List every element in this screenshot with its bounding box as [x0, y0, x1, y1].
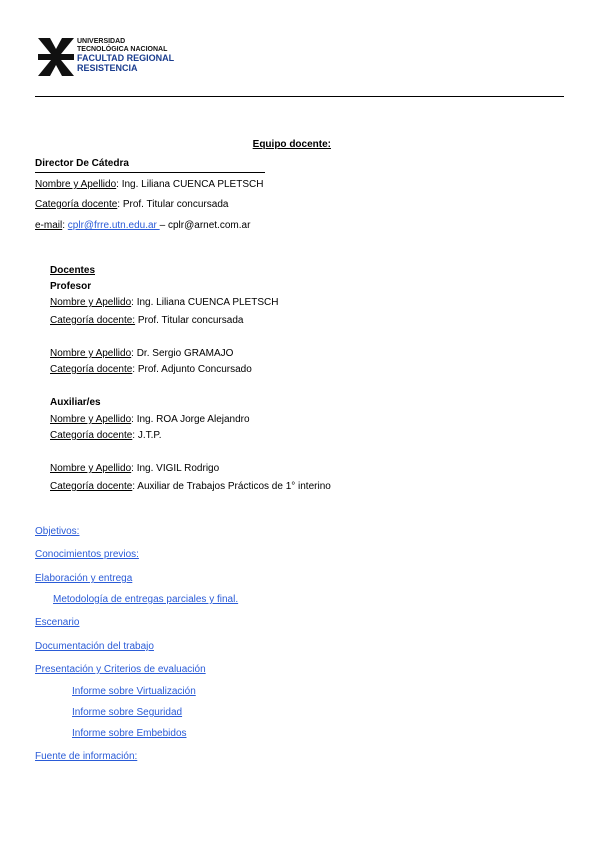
- cat-label: Categoría docente: [50, 364, 133, 375]
- director-underline: [35, 172, 265, 173]
- profesor-2-category: [50, 364, 252, 375]
- toc-link-fuente[interactable]: Fuente de información:: [35, 751, 138, 762]
- profesor-1-name: [50, 297, 278, 308]
- director-heading: Director De Cátedra: [35, 158, 129, 169]
- name-label: Nombre y Apellido: [50, 348, 132, 359]
- director-category: [35, 199, 228, 210]
- auxiliares-heading: Auxiliar/es: [50, 397, 101, 408]
- name-label: Nombre y Apellido: [50, 414, 132, 425]
- cat-label: Categoría docente:: [50, 315, 136, 326]
- auxiliar-1-name: [50, 414, 250, 425]
- page-title: Equipo docente:: [252, 139, 331, 150]
- toc-link-documentacion[interactable]: Documentación del trabajo: [35, 641, 154, 652]
- profesor-2-name: [50, 348, 233, 359]
- name-value: : Ing. ROA Jorge Alejandro: [131, 414, 250, 425]
- docentes-heading: Docentes: [50, 265, 96, 276]
- uni-line-2: TECNOLÓGICA NACIONAL: [77, 46, 168, 54]
- email-sep: :: [62, 220, 68, 231]
- auxiliar-1-category: [50, 430, 162, 441]
- name-label: Nombre y Apellido: [50, 463, 132, 474]
- name-value: : Dr. Sergio GRAMAJO: [131, 348, 234, 359]
- uni-line-1: UNIVERSIDAD: [77, 38, 126, 45]
- toc-link-seguridad[interactable]: Informe sobre Seguridad: [72, 707, 183, 718]
- cat-value: : Auxiliar de Trabajos Prácticos de 1° interino: [132, 481, 331, 492]
- name-value: : Ing. Liliana CUENCA PLETSCH: [131, 297, 279, 308]
- director-name-value: : Ing. Liliana CUENCA PLETSCH: [116, 179, 264, 190]
- director-cat-label: Categoría docente: [35, 199, 118, 210]
- toc-link-elaboracion[interactable]: Elaboración y entrega: [35, 573, 133, 584]
- email-label: e-mail: [35, 220, 63, 231]
- director-name: [35, 179, 263, 190]
- auxiliar-2-category: [50, 481, 331, 492]
- cat-label: Categoría docente: [50, 481, 133, 492]
- director-email: [35, 220, 250, 231]
- toc-link-embebidos[interactable]: Informe sobre Embebidos: [72, 728, 187, 739]
- toc-link-conocimientos[interactable]: Conocimientos previos:: [35, 549, 139, 560]
- cat-value: : J.T.P.: [132, 430, 162, 441]
- director-cat-value: : Prof. Titular concursada: [117, 199, 229, 210]
- name-label: Nombre y Apellido: [50, 297, 132, 308]
- email-link[interactable]: cplr@frre.utn.edu.ar: [67, 220, 160, 231]
- toc-link-presentacion[interactable]: Presentación y Criterios de evaluación: [35, 664, 206, 675]
- utn-logo: [36, 36, 76, 78]
- toc-link-escenario[interactable]: Escenario: [35, 617, 80, 628]
- uni-line-3: FACULTAD REGIONAL: [77, 53, 175, 64]
- name-value: : Ing. VIGIL Rodrigo: [131, 463, 220, 474]
- university-name: [77, 38, 174, 73]
- toc-link-virtualizacion[interactable]: Informe sobre Virtualización: [72, 686, 196, 697]
- cat-value: : Prof. Adjunto Concursado: [132, 364, 252, 375]
- uni-line-4: RESISTENCIA: [77, 62, 138, 73]
- toc-link-metodologia[interactable]: Metodología de entregas parciales y final.: [53, 594, 239, 605]
- profesor-1-category: [50, 315, 243, 326]
- header-divider: [35, 96, 564, 97]
- cat-value: Prof. Titular concursada: [135, 315, 244, 326]
- toc-link-objetivos[interactable]: Objetivos:: [35, 526, 80, 537]
- auxiliar-2-name: [50, 463, 219, 474]
- cat-label: Categoría docente: [50, 430, 133, 441]
- profesor-heading: Profesor: [50, 281, 92, 292]
- email-rest: – cplr@arnet.com.ar: [159, 220, 251, 231]
- director-name-label: Nombre y Apellido: [35, 179, 117, 190]
